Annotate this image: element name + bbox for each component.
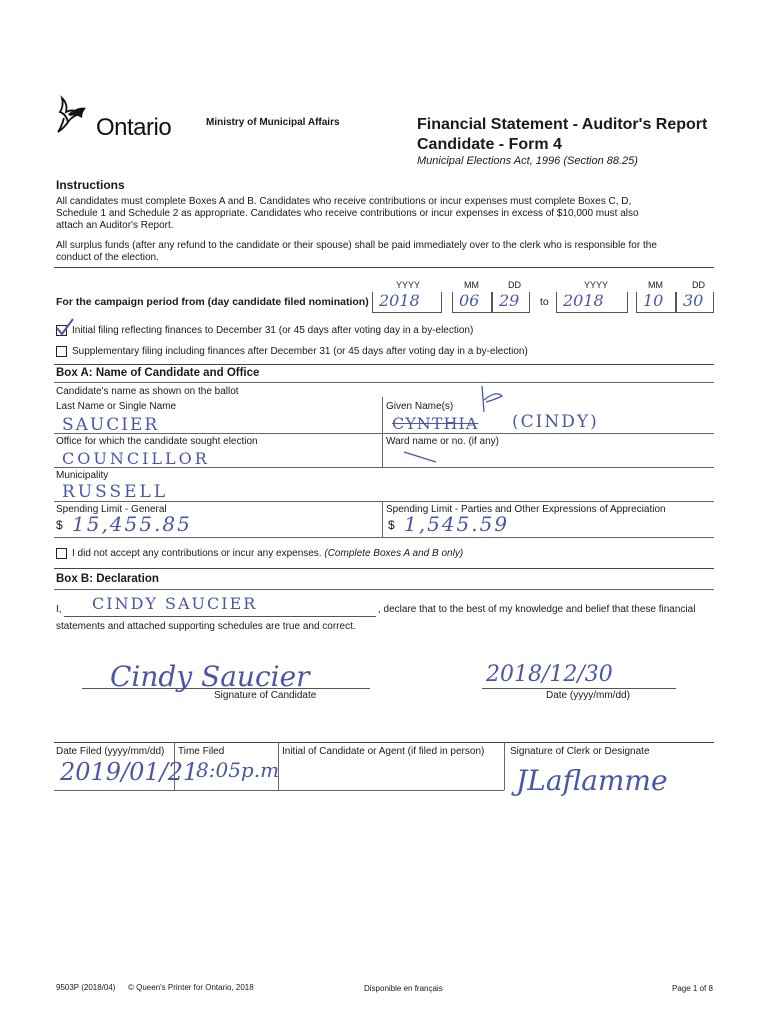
given-name-nickname: (CINDY) <box>512 412 599 432</box>
date-filed-value[interactable]: 2019/01/21 <box>60 758 199 786</box>
candidate-signature[interactable]: Cindy Saucier <box>110 660 310 693</box>
initial-filing-label: Initial filing reflecting finances to December 31 (or 45 days after voting day in a by-election) <box>72 325 474 336</box>
supplementary-filing-checkbox[interactable] <box>56 346 67 357</box>
declaration-date[interactable]: 2018/12/30 <box>486 662 613 687</box>
last-name-label: Last Name or Single Name <box>56 401 177 412</box>
spending-general-value[interactable]: 15,455.85 <box>72 512 192 536</box>
declaration-text-2: statements and attached supporting schedules are true and correct. <box>56 621 356 632</box>
office-value[interactable]: COUNCILLOR <box>62 449 210 468</box>
given-name-value[interactable]: CYNTHIA <box>392 414 479 433</box>
to-year-value: 2018 <box>563 291 604 310</box>
from-day-field[interactable] <box>492 292 530 313</box>
declaration-text: , declare that to the best of my knowledge and belief that these financial <box>378 604 696 615</box>
from-month-value: 06 <box>459 291 480 310</box>
instructions-line: conduct of the election. <box>56 252 159 263</box>
to-dd-label: DD <box>692 280 705 290</box>
to-mm-label: MM <box>648 280 663 290</box>
clerk-signature-label: Signature of Clerk or Designate <box>510 746 650 757</box>
instructions-line: attach an Auditor's Report. <box>56 220 174 231</box>
page-number: Page 1 of 8 <box>672 984 713 993</box>
campaign-period-label: For the campaign period from (day candidate filed nomination) <box>56 296 369 308</box>
no-contributions-text <box>72 548 463 559</box>
form-subtitle: Candidate - Form 4 <box>417 136 562 153</box>
spending-parties-currency: $ <box>388 518 395 532</box>
from-year-value: 2018 <box>379 291 420 310</box>
no-contributions-checkbox[interactable] <box>56 548 67 559</box>
spending-parties-value[interactable]: 1,545.59 <box>404 512 510 536</box>
date-filed-label: Date Filed (yyyy/mm/dd) <box>56 746 165 757</box>
box-a-title: Box A: Name of Candidate and Office <box>56 367 260 379</box>
ward-label: Ward name or no. (if any) <box>386 436 500 447</box>
date-label: Date (yyyy/mm/dd) <box>546 690 630 701</box>
dash-mark-icon <box>402 450 442 466</box>
to-day-value: 30 <box>683 291 704 310</box>
time-filed-label: Time Filed <box>178 746 225 757</box>
to-yyyy-label: YYYY <box>584 280 609 290</box>
french-availability: Disponible en français <box>364 984 443 993</box>
instructions-line: All surplus funds (after any refund to the candidate or their spouse) shall be paid immediately over to the clerk who is responsible for the <box>56 240 657 251</box>
from-dd-label: DD <box>508 280 521 290</box>
initial-filing-checkbox[interactable] <box>56 325 67 336</box>
no-contributions-label: I did not accept any contributions or incur any expenses. <box>72 548 322 559</box>
form-code: 9503P (2018/04) <box>56 983 116 992</box>
clerk-signature-value[interactable]: JLaflamme <box>516 764 668 797</box>
no-contributions-note: (Complete Boxes A and B only) <box>324 548 464 559</box>
ontario-logo <box>52 92 192 142</box>
from-day-value: 29 <box>499 291 520 310</box>
to-day-field[interactable] <box>676 292 714 313</box>
office-label: Office for which the candidate sought election <box>56 436 258 447</box>
ministry-name: Ministry of Municipal Affairs <box>206 117 340 128</box>
spending-general-currency: $ <box>56 518 63 532</box>
municipality-value[interactable]: RUSSELL <box>62 482 169 502</box>
form-act: Municipal Elections Act, 1996 (Section 88.25) <box>417 155 638 167</box>
from-month-field[interactable] <box>452 292 492 313</box>
declaration-i-label: I, <box>56 604 62 615</box>
form-title: Financial Statement - Auditor's Report <box>417 116 708 133</box>
time-filed-value[interactable]: 8:05p.m <box>196 758 280 782</box>
from-yyyy-label: YYYY <box>396 280 421 290</box>
signature-label: Signature of Candidate <box>214 690 317 701</box>
from-mm-label: MM <box>464 280 479 290</box>
instructions-heading: Instructions <box>56 178 125 192</box>
instructions-line: Schedule 1 and Schedule 2 as appropriate. Candidates who receive contributions or incur expenses in excess of $10,000 must also <box>56 208 639 219</box>
to-month-field[interactable] <box>636 292 676 313</box>
instructions-line: All candidates must complete Boxes A and B. Candidates who receive contributions or incur expenses must complete Boxes C, D, <box>56 196 632 207</box>
box-b-title: Box B: Declaration <box>56 573 159 585</box>
to-year-field[interactable] <box>556 292 628 313</box>
declarant-name[interactable]: CINDY SAUCIER <box>92 594 258 613</box>
to-label: to <box>540 296 549 308</box>
trillium-icon <box>52 92 98 138</box>
ballot-name-label: Candidate's name as shown on the ballot <box>56 386 239 397</box>
agent-initial-label: Initial of Candidate or Agent (if filed in person) <box>282 746 485 757</box>
spending-parties-label: Spending Limit - Parties and Other Expressions of Appreciation <box>386 504 666 515</box>
municipality-label: Municipality <box>56 470 109 481</box>
copyright: © Queen's Printer for Ontario, 2018 <box>128 983 254 992</box>
from-year-field[interactable] <box>372 292 442 313</box>
spending-general-label: Spending Limit - General <box>56 504 167 515</box>
last-name-value[interactable]: SAUCIER <box>62 415 160 435</box>
supplementary-filing-label: Supplementary filing including finances after December 31 (or 45 days after voting day in a by-election) <box>72 346 528 357</box>
given-name-label: Given Name(s) <box>386 401 454 412</box>
brand-name: Ontario <box>96 114 172 141</box>
edit-mark-icon <box>476 382 506 418</box>
instructions-text <box>56 196 726 264</box>
to-month-value: 10 <box>643 291 664 310</box>
